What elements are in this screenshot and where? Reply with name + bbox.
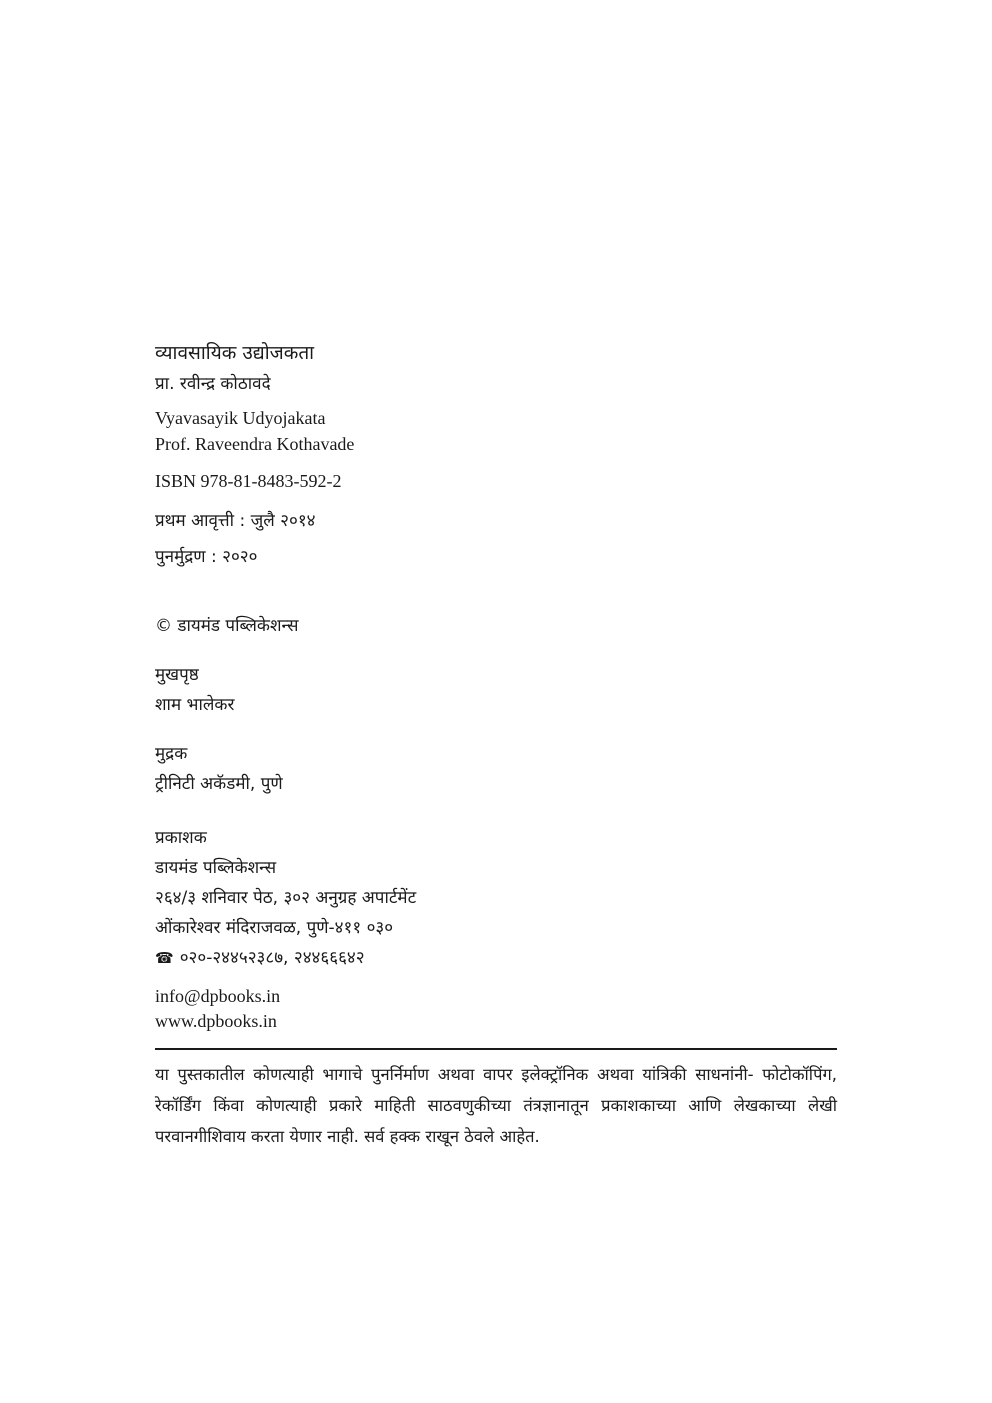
publisher-name: डायमंड पब्लिकेशन्स <box>155 858 277 878</box>
publisher-phone: ०२०-२४४५२३८७, २४४६६६४२ <box>179 948 365 968</box>
telephone-icon: ☎ <box>155 949 174 967</box>
publisher-label: प्रकाशक <box>155 828 207 848</box>
cover-artist: शाम भालेकर <box>155 695 235 715</box>
author-english: Prof. Raveendra Kothavade <box>155 434 355 454</box>
publisher-address-line2: ओंकारेश्वर मंदिराजवळ, पुणे-४११ ०३० <box>155 918 394 938</box>
publisher-address-line1: २६४/३ शनिवार पेठ, ३०२ अनुग्रह अपार्टमेंट <box>155 888 417 908</box>
publisher-email[interactable]: info@dpbooks.in <box>155 986 281 1006</box>
divider <box>155 1048 837 1050</box>
publisher-phone-row <box>155 950 365 967</box>
reprint: पुनर्मुद्रण : २०२० <box>155 547 258 567</box>
isbn: ISBN 978-81-8483-592-2 <box>155 471 342 491</box>
rights-notice: या पुस्तकातील कोणत्याही भागाचे पुनर्निर्माण अथवा वापर इलेक्ट्रॉनिक अथवा यांत्रिकी साधनांनी- फोटोकॉपिंग, रेकॉर्डिंग किंवा कोणत्याही प्रकारे माहिती साठवणुकीच्या तंत्रज्ञानातून प्रकाशकाच्या आणि लेखकाच्या लेखी परवानगीशिवाय करता येणार नाही. सर्व हक्क राखून ठेवले आहेत. <box>155 1065 837 1146</box>
cover-label: मुखपृष्ठ <box>155 665 199 685</box>
printer-label: मुद्रक <box>155 744 188 764</box>
book-title-marathi: व्यावसायिक उद्योजकता <box>155 342 315 364</box>
first-edition: प्रथम आवृत्ती : जुलै २०१४ <box>155 511 316 531</box>
book-title-english: Vyavasayik Udyojakata <box>155 408 326 428</box>
publisher-website[interactable]: www.dpbooks.in <box>155 1011 277 1031</box>
copyright-notice: © डायमंड पब्लिकेशन्स <box>155 616 299 636</box>
printer-name: ट्रीनिटी अकॅडमी, पुणे <box>155 774 283 794</box>
author-marathi: प्रा. रवीन्द्र कोठावदे <box>155 374 271 394</box>
